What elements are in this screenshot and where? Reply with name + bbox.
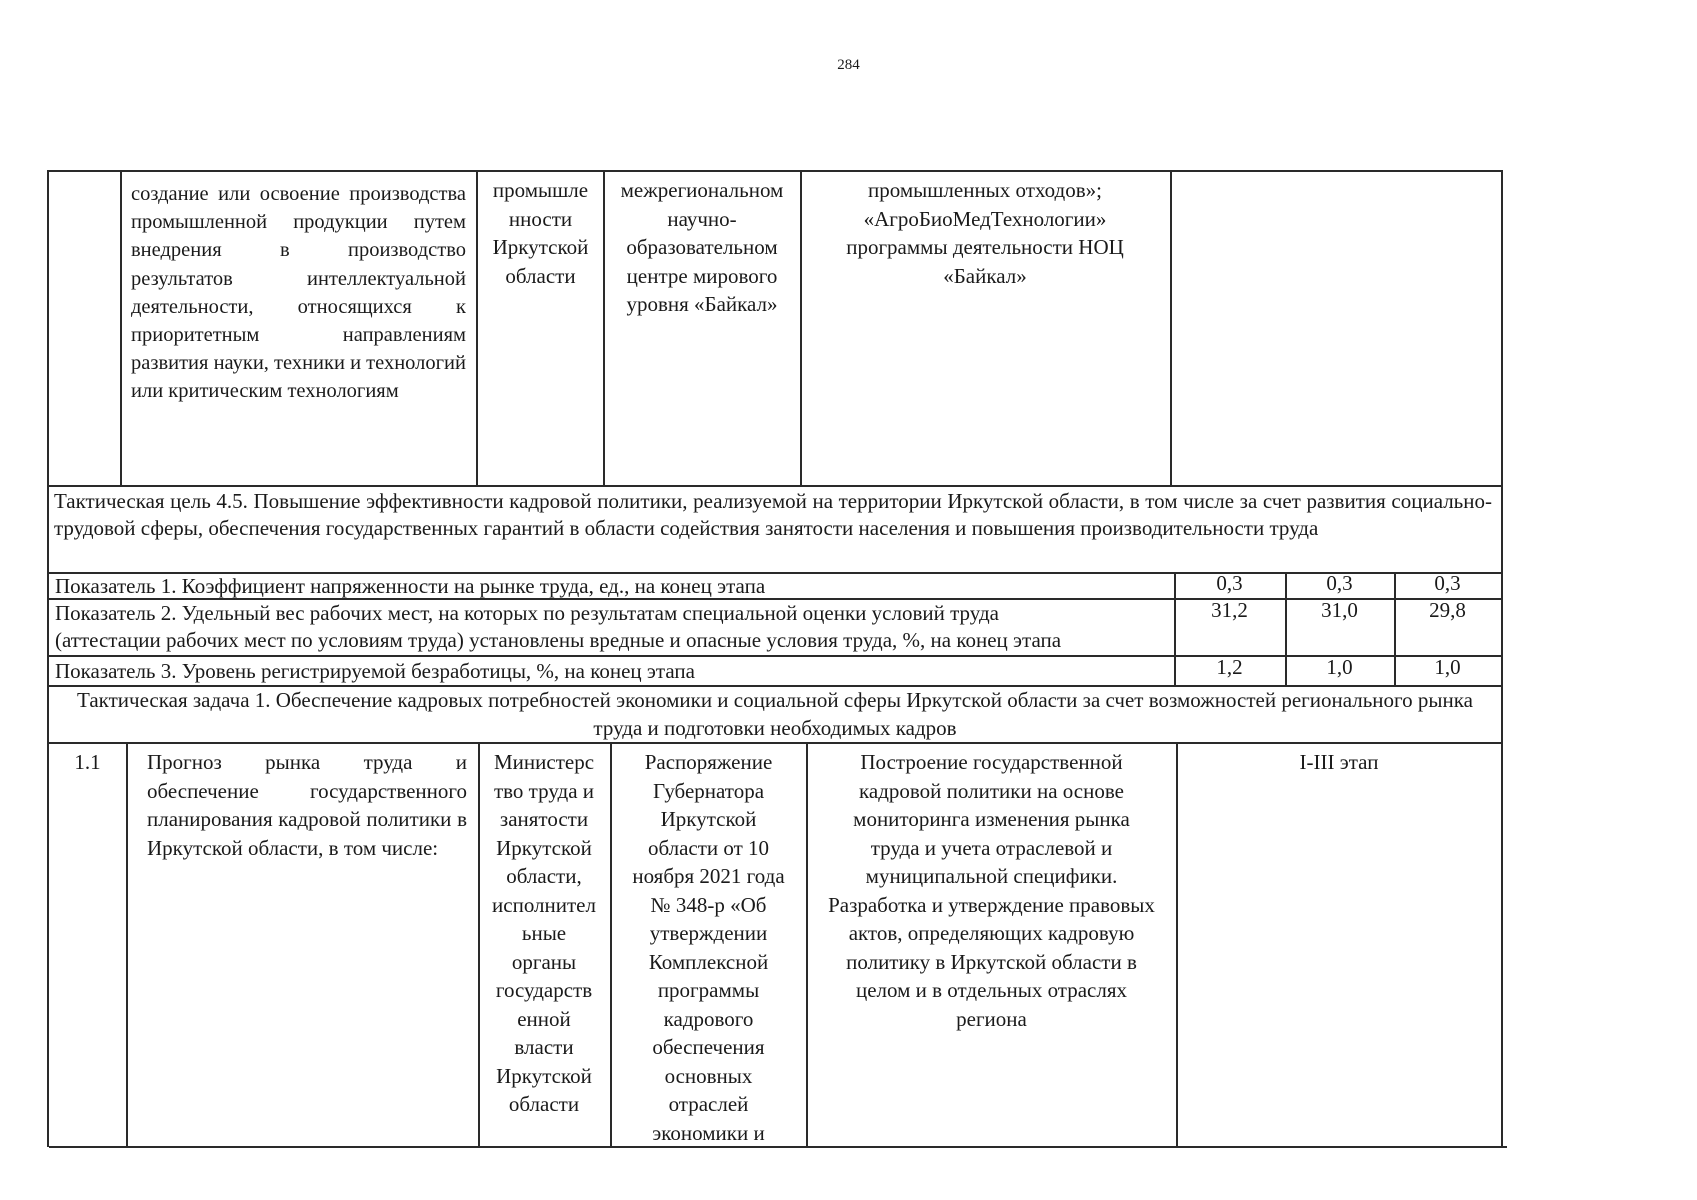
continued-document: межрегиональном научно- образовательном центре мирового уровня «Байкал» bbox=[620, 178, 784, 316]
indicator-1-value-2: 0,3 bbox=[1326, 571, 1353, 595]
indicator-2-label: Показатель 2. Удельный вес рабочих мест, на которых по результатам специальной оценки условий труда (аттестации рабочих мест по условиям труда) установлены вредные и опасные условия труда, %, на конец этапа bbox=[55, 601, 1062, 652]
tactical-goal: Тактическая цель 4.5. Повышение эффективности кадровой политики, реализуемой на территории Иркутской области, в том числе за счет развития социально-трудовой сферы, обеспечения государственных гарантий в области содействия занятости населения и повышения производительности труда bbox=[54, 489, 1492, 540]
indicator-2-value-2: 31,0 bbox=[1321, 598, 1358, 622]
table-top-border bbox=[47, 170, 1503, 172]
indicator-1-value-3: 0,3 bbox=[1434, 571, 1461, 595]
indicator-3-value-1: 1,2 bbox=[1216, 655, 1243, 679]
goal-top-border bbox=[47, 485, 1503, 487]
table-left-border bbox=[47, 170, 49, 1147]
row-1-1-executor: Министерс тво труда и занятости Иркутской области, исполнител ьные органы государств енной власти Иркутской области bbox=[492, 750, 596, 1116]
row-1-1-activity: Прогноз рынка труда и обеспечение государственного планирования кадровой политики в Иркутской области, в том числе: bbox=[147, 750, 467, 860]
row-1-1-period: I-III этап bbox=[1299, 750, 1379, 774]
indicator-2-value-1: 31,2 bbox=[1211, 598, 1248, 622]
indicator-2-value-3: 29,8 bbox=[1429, 598, 1466, 622]
indicator-1-value-1: 0,3 bbox=[1216, 571, 1243, 595]
continued-result: промышленных отходов»; «АгроБиоМедТехнологии» программы деятельности НОЦ «Байкал» bbox=[846, 178, 1124, 288]
page-number: 284 bbox=[837, 57, 860, 73]
row-1-1-result: Построение государственной кадровой политики на основе мониторинга изменения рынка труда и учета отраслевой и муниципальной специфики. Разработка и утверждение правовых актов, определяющих кадровую политику в Иркутской области в целом и в отдельных отраслях региона bbox=[828, 750, 1155, 1031]
indicator-1-label: Показатель 1. Коэффициент напряженности на рынке труда, ед., на конец этапа bbox=[55, 574, 766, 598]
row-1-1-number: 1.1 bbox=[74, 750, 101, 774]
col-line-5-top bbox=[1170, 170, 1172, 485]
tactical-task: Тактическая задача 1. Обеспечение кадровых потребностей экономики и социальной сферы Иркутской области за счет возможностей регионального рынка труда и подготовки необходимых кадров bbox=[77, 688, 1473, 740]
table-right-border bbox=[1501, 170, 1503, 1147]
col-line-1-top bbox=[120, 170, 122, 485]
indicator-3-value-3: 1,0 bbox=[1434, 655, 1461, 679]
continued-task-text: создание или освоение производства промышленной продукции путем внедрения в производство результатов интеллектуальной деятельности, относящихся к приоритетным направлениям развития науки, техники и технологий или критическим технологиям bbox=[131, 183, 466, 403]
col-line-1-bottom bbox=[126, 742, 128, 1147]
continued-executor: промышле нности Иркутской области bbox=[492, 178, 589, 288]
col-line-5-bottom bbox=[1176, 742, 1178, 1147]
row-1-1-document: Распоряжение Губернатора Иркутской области от 10 ноября 2021 года № 348-р «Об утверждении Комплексной программы кадрового обеспечения основных отраслей экономики и bbox=[632, 750, 785, 1145]
row-1-1-top-border bbox=[47, 742, 1503, 744]
indicator-3-value-2: 1,0 bbox=[1326, 655, 1353, 679]
indicator-3-label: Показатель 3. Уровень регистрируемой безработицы, %, на конец этапа bbox=[55, 659, 695, 683]
